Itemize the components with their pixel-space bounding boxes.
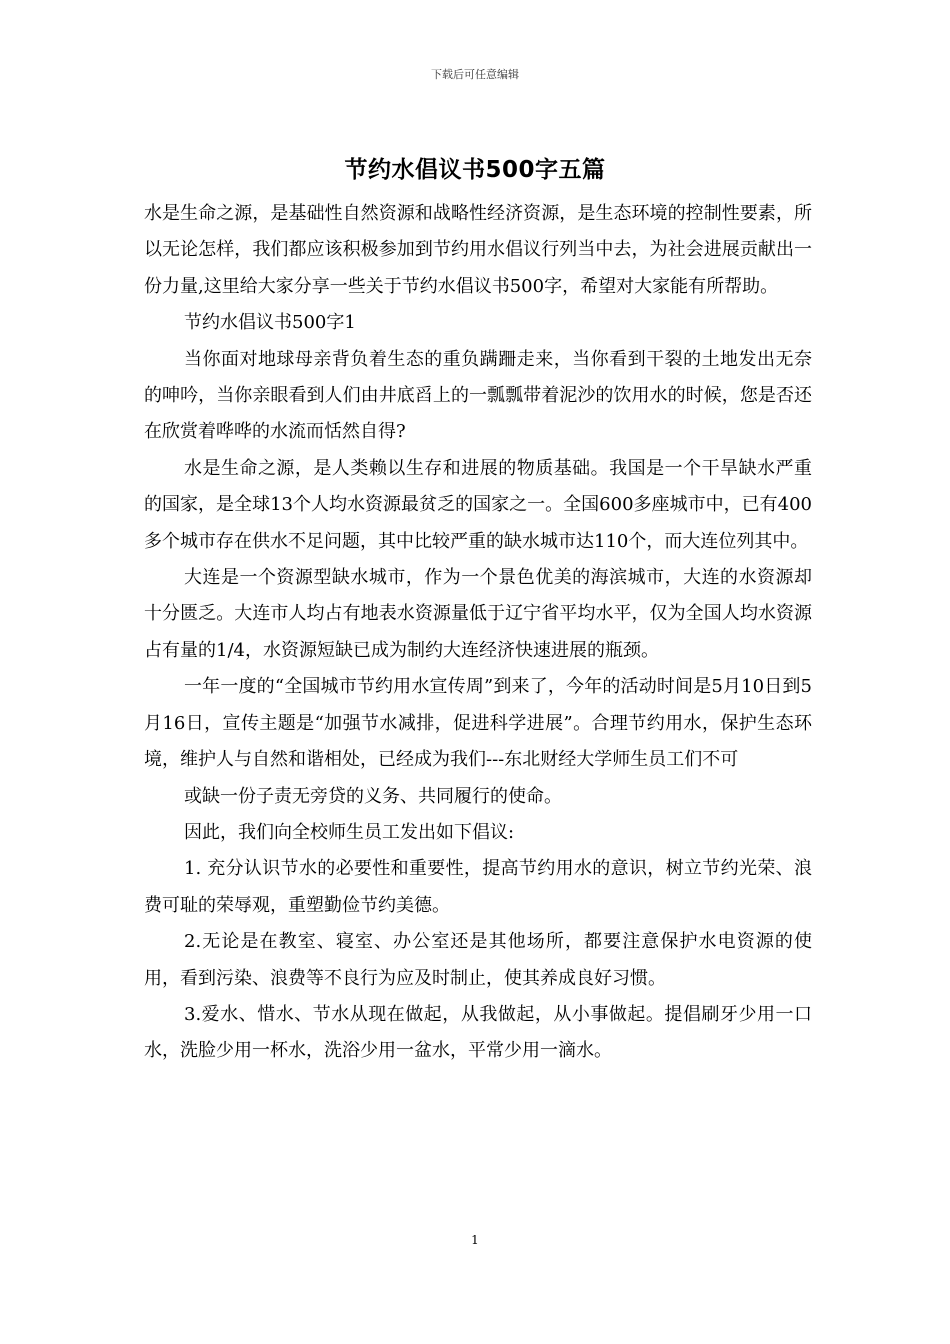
- document-title: 节约水倡议书500字五篇: [344, 157, 606, 183]
- page-header: 下载后可任意编辑: [431, 68, 519, 81]
- document-body: [144, 196, 812, 1070]
- body-paragraph: 水是生命之源，是人类赖以生存和进展的物质基础。我国是一个干旱缺水严重的国家，是全球13个人均水资源最贫乏的国家之一。全国600多座城市中，已有400多个城市存在供水不足问题，其中比较严重的缺水城市达110个，而大连位列其中。: [144, 457, 812, 552]
- body-paragraph: 当你面对地球母亲背负着生态的重负蹒跚走来，当你看到干裂的土地发出无奈的呻吟，当你亲眼看到人们由井底舀上的一瓢瓢带着泥沙的饮用水的时候，您是否还在欣赏着哗哗的水流而恬然自得?: [144, 348, 812, 443]
- section-heading: 节约水倡议书500字1: [184, 312, 356, 334]
- intro-paragraph: 水是生命之源，是基础性自然资源和战略性经济资源，是生态环境的控制性要素，所以无论怎样，我们都应该积极参加到节约用水倡议行列当中去，为社会进展贡献出一份力量,这里给大家分享一些关于节约水倡议书500字，希望对大家能有所帮助。: [144, 203, 812, 297]
- body-paragraph: 或缺一份子责无旁贷的义务、共同履行的使命。: [184, 785, 562, 807]
- body-paragraph: 因此，我们向全校师生员工发出如下倡议:: [184, 821, 515, 843]
- list-item: 3.爱水、惜水、节水从现在做起，从我做起，从小事做起。提倡刷牙少用一口水，洗脸少用一杯水，洗浴少用一盆水，平常少用一滴水。: [144, 1003, 812, 1062]
- list-item: 2.无论是在教室、寝室、办公室还是其他场所，都要注意保护水电资源的使用，看到污染、浪费等不良行为应及时制止，使其养成良好习惯。: [144, 931, 812, 989]
- body-paragraph: 一年一度的“全国城市节约用水宣传周”到来了，今年的活动时间是5月10日到5月16日，宣传主题是“加强节水减排，促进科学进展”。合理节约用水，保护生态环境，维护人与自然和谐相处，已经成为我们---东北财经大学师生员工们不可: [144, 676, 812, 771]
- page-number: 1: [471, 1233, 479, 1247]
- list-item: 1. 充分认识节水的必要性和重要性，提高节约用水的意识，树立节约光荣、浪费可耻的荣辱观，重塑勤俭节约美德。: [144, 858, 812, 916]
- body-paragraph: 大连是一个资源型缺水城市，作为一个景色优美的海滨城市，大连的水资源却十分匮乏。大连市人均占有地表水资源量低于辽宁省平均水平，仅为全国人均水资源占有量的1/4，水资源短缺已成为制约大连经济快速进展的瓶颈。: [144, 567, 812, 661]
